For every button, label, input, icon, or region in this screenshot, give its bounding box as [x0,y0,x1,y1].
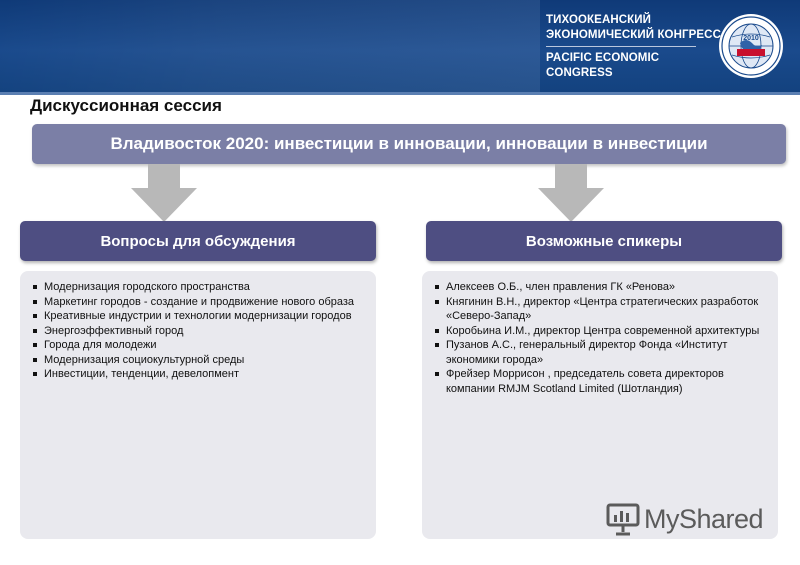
list-item: Княгинин В.Н., директор «Центра стратегических разработок «Северо-Запад» [434,295,768,324]
speakers-list [434,280,768,396]
header-banner [0,0,800,92]
header-decoration [0,0,540,92]
list-item: Алексеев О.Б., член правления ГК «Ренова» [434,280,768,295]
list-item: Коробьина И.М., директор Центра современной архитектуры [434,324,768,339]
arrow-down-icon [131,164,197,222]
congress-en-line2: CONGRESS [546,67,613,79]
list-item: Инвестиции, тенденции, девелопмент [32,367,366,382]
congress-divider [546,46,696,47]
discussion-topics-panel [20,271,376,539]
right-heading-text: Возможные спикеры [525,232,683,250]
list-item: Энергоэффективный город [32,324,366,339]
myshared-watermark [606,500,763,538]
list-item: Модернизация социокультурной среды [32,353,366,368]
logo-year: 2010 [743,35,759,42]
discussion-topics-heading [20,221,376,261]
main-title-bar [32,124,786,164]
list-item: Пузанов А.С., генеральный директор Фонда «Институт экономики города» [434,338,768,367]
list-item: Креативные индустрии и технологии модернизации городов [32,309,366,324]
watermark-text: MyShared [644,503,764,534]
list-item: Модернизация городского пространства [32,280,366,295]
list-item: Фрейзер Моррисон , председатель совета директоров компании RMJM Scotland Limited (Шотландия) [434,367,768,396]
list-item: Города для молодежи [32,338,366,353]
speakers-heading [426,221,782,261]
main-title: Владивосток 2020: инвестиции в инновации, инновации в инвестиции [110,134,708,153]
list-item: Маркетинг городов - создание и продвижение нового образа [32,295,366,310]
congress-name [546,13,721,81]
header-divider [0,92,800,95]
presentation-board-icon [606,502,640,536]
speakers-panel [422,271,778,539]
session-title: Дискуссионная сессия [30,96,222,115]
congress-en-line1: PACIFIC ECONOMIC [546,52,660,64]
congress-ru-line1: ТИХООКЕАНСКИЙ [546,14,652,26]
left-heading-text: Вопросы для обсуждения [100,232,296,250]
arrow-down-icon [538,164,604,222]
globe-seal-icon [718,13,784,79]
congress-ru-line2: ЭКОНОМИЧЕСКИЙ КОНГРЕСС [546,29,721,41]
topics-list [32,280,366,382]
